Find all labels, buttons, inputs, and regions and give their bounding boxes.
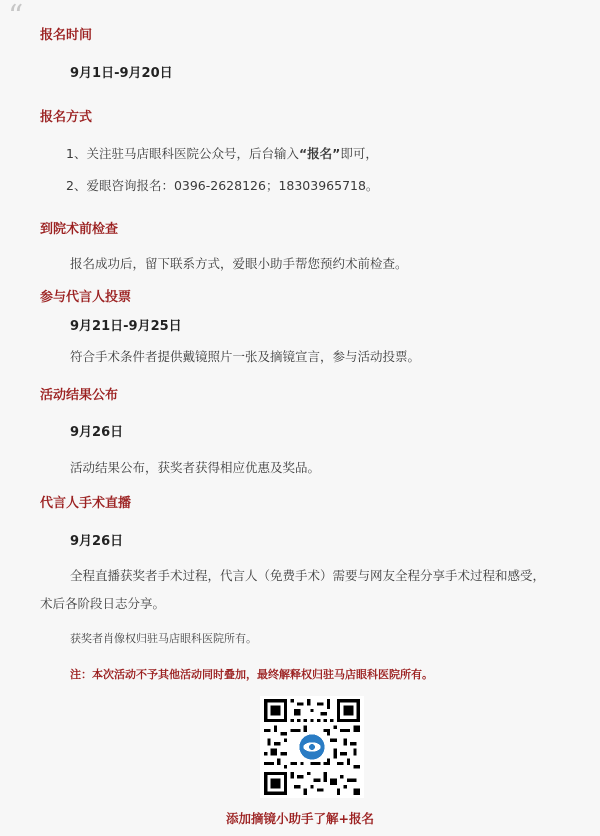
item1-suffix: 即可， <box>340 146 378 161</box>
heading-signup-time: 报名时间 <box>40 28 93 43</box>
live-text-line-1: 全程直播获奖者手术过程，代言人（免费手术）需要与网友全程分享手术过程和感受， <box>70 568 546 583</box>
disclaimer-note: 注：本次活动不予其他活动同时叠加，最终解释权归驻马店眼科医院所有。 <box>70 668 433 681</box>
vote-date: 9月21日-9月25日 <box>70 319 182 334</box>
item1-keyword: “报名” <box>298 146 341 161</box>
heading-result: 活动结果公布 <box>40 388 119 403</box>
quote-mark-icon: “ <box>8 0 24 34</box>
heading-signup-method: 报名方式 <box>40 110 93 125</box>
vote-text: 符合手术条件者提供戴镜照片一张及摘镜宣言，参与活动投票。 <box>70 349 421 364</box>
signup-method-item-2: 2、爱眼咨询报名：0396-2628126；18303965718。 <box>66 178 379 193</box>
qr-code-icon <box>264 699 360 795</box>
result-text: 活动结果公布，获奖者获得相应优惠及奖品。 <box>70 460 321 475</box>
live-text-line-2: 术后各阶段日志分享。 <box>40 596 166 611</box>
heading-pre-exam: 到院术前检查 <box>40 222 119 237</box>
qr-caption: 添加摘镜小助手了解+报名 <box>226 811 374 826</box>
portrait-rights-text: 获奖者肖像权归驻马店眼科医院所有。 <box>70 632 257 645</box>
signup-method-item-1 <box>66 144 378 162</box>
signup-date: 9月1日-9月20日 <box>70 66 173 81</box>
heading-vote: 参与代言人投票 <box>40 290 132 305</box>
heading-live: 代言人手术直播 <box>40 496 132 511</box>
item1-prefix: 1、关注驻马店眼科医院公众号，后台输入 <box>66 146 299 161</box>
qr-code <box>260 696 364 798</box>
result-date: 9月26日 <box>70 425 124 440</box>
pre-exam-text: 报名成功后，留下联系方式，爱眼小助手帮您预约术前检查。 <box>70 256 408 271</box>
live-date: 9月26日 <box>70 534 124 549</box>
